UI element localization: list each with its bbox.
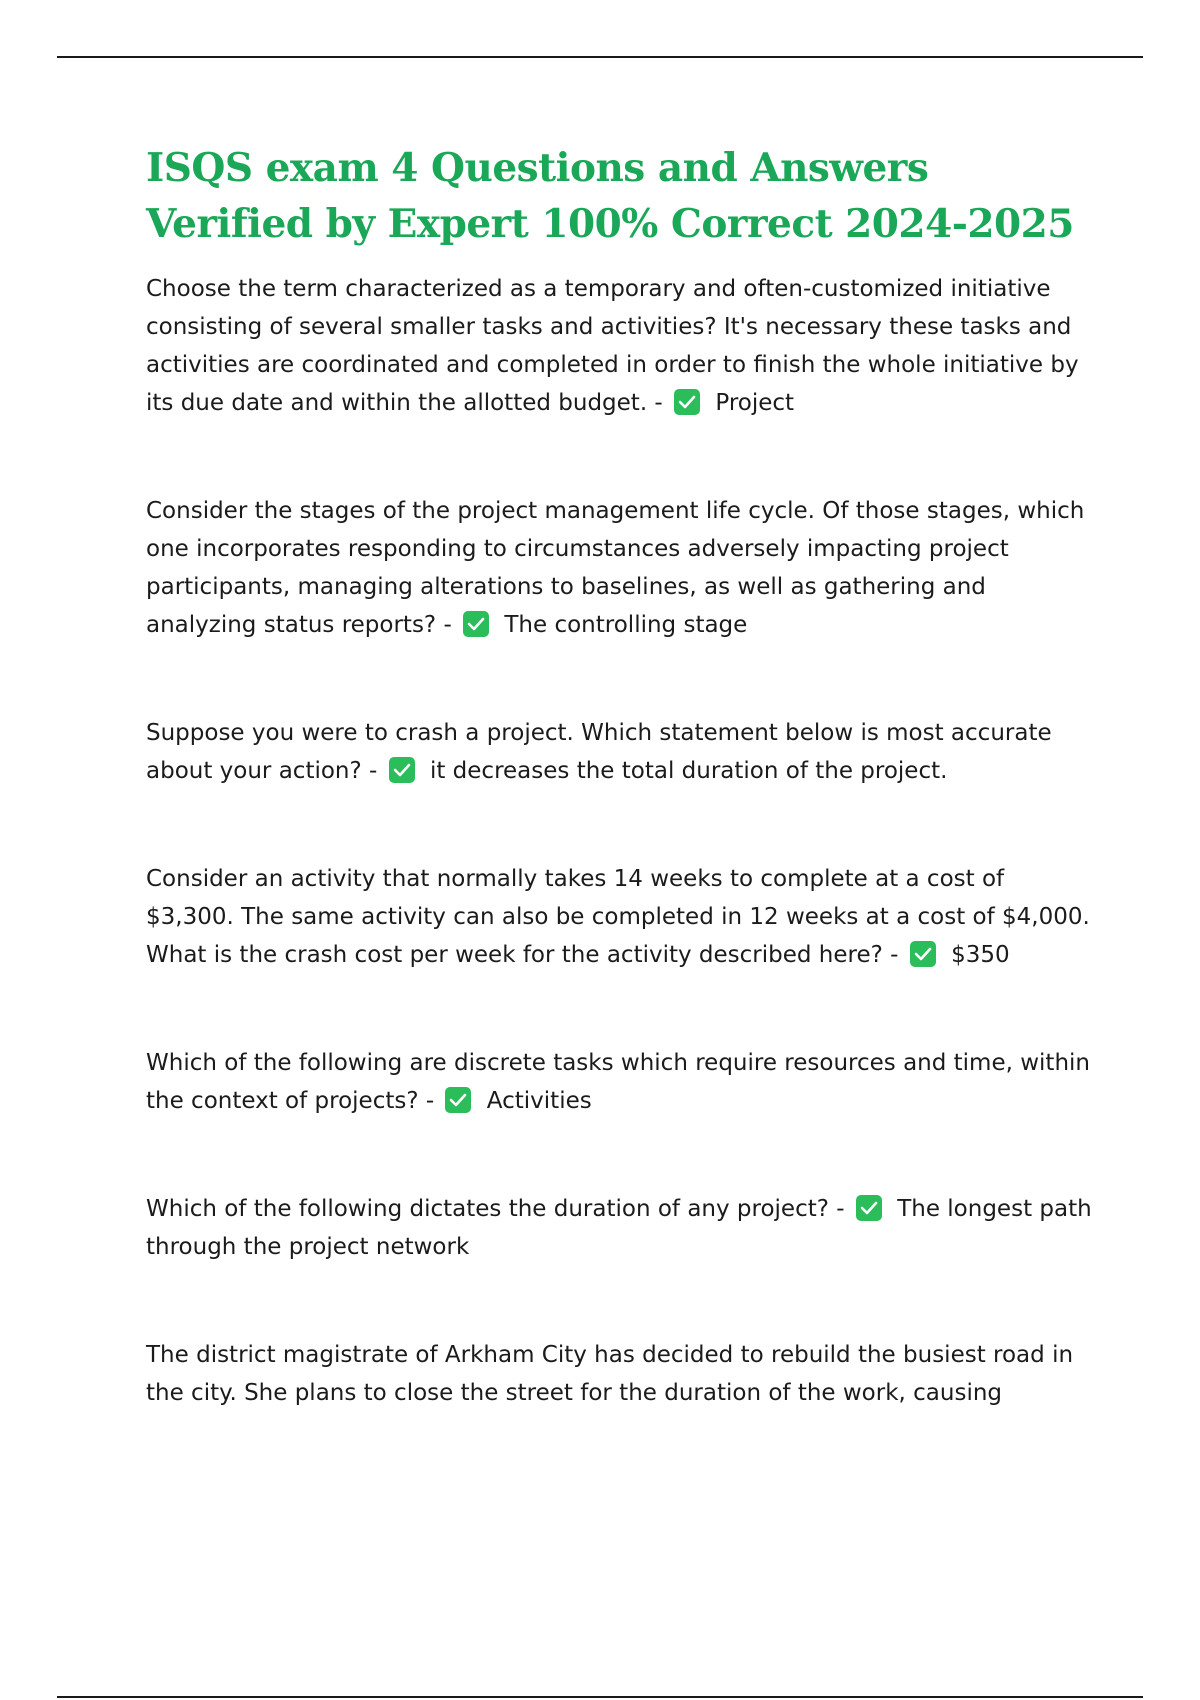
question-text: The district magistrate of Arkham City has decided to rebuild the busiest road in the city. She plans to close the street for the duration of the work, causing [146, 1342, 1074, 1406]
check-mark-icon [856, 1195, 882, 1221]
qa-item-2 [146, 492, 1096, 644]
question-text: Suppose you were to crash a project. Which statement below is most accurate about your action? - [146, 720, 1052, 784]
answer-text: it decreases the total duration of the project. [429, 758, 948, 784]
question-text: Which of the following are discrete tasks which require resources and time, within the context of projects? - [146, 1050, 1090, 1114]
answer-text: The longest path through the project network [146, 1196, 1092, 1260]
answer-text: The controlling stage [504, 612, 748, 638]
check-mark-icon [463, 611, 489, 637]
qa-item-7 [146, 1336, 1096, 1412]
check-mark-icon [910, 941, 936, 967]
check-mark-icon [674, 389, 700, 415]
question-text: Consider the stages of the project management life cycle. Of those stages, which one incorporates responding to circumstances adversely impacting project participants, managing alterations to baselines, as well as gathering and analyzing status reports? - [146, 498, 1085, 638]
qa-item-1 [146, 270, 1096, 422]
question-text: Which of the following dictates the duration of any project? - [146, 1196, 845, 1222]
qa-item-5 [146, 1044, 1096, 1120]
answer-text: Activities [486, 1088, 592, 1114]
question-text: Choose the term characterized as a temporary and often-customized initiative consisting of several smaller tasks and activities? It's necessary these tasks and activities are coordinated and completed in order to finish the whole initiative by its due date and within the allotted budget. - [146, 276, 1079, 416]
top-divider [57, 56, 1143, 58]
document-title: ISQS exam 4 Questions and Answers Verified by Expert 100% Correct 2024-2025 [146, 145, 1074, 247]
answer-text: $350 [951, 942, 1010, 968]
qa-item-4 [146, 860, 1096, 974]
check-mark-icon [445, 1087, 471, 1113]
bottom-divider [57, 1696, 1143, 1698]
answer-text: Project [715, 390, 795, 416]
check-mark-icon [389, 757, 415, 783]
document-content [146, 140, 1096, 1412]
question-text: Consider an activity that normally takes 14 weeks to complete at a cost of $3,300. The same activity can also be completed in 12 weeks at a cost of $4,000. What is the crash cost per week for the activity described here? - [146, 866, 1090, 968]
qa-item-3 [146, 714, 1096, 790]
qa-item-6 [146, 1190, 1096, 1266]
